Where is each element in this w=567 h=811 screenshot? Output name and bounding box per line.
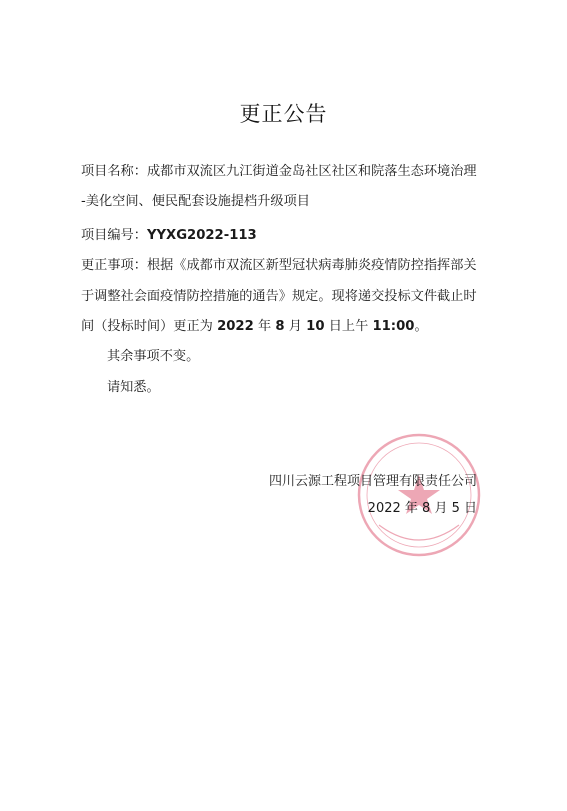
document-title: 更正公告: [239, 102, 328, 126]
correction-end: 。: [414, 319, 428, 334]
date-year: 2022: [367, 501, 401, 516]
correction-line-1: [81, 257, 493, 275]
document-date: [368, 500, 477, 518]
other-items-line: 其余事项不变。: [107, 349, 200, 364]
notice-line: 请知悉。: [107, 380, 160, 395]
project-name-text-1: 成都市双流区九江街道金岛社区社区和院落生态环境治理: [146, 164, 477, 179]
correction-line-2: 于调整社会面疫情防控措施的通告》规定。现将递交投标文件截止时: [81, 289, 477, 304]
project-number-label: 项目编号：: [81, 228, 147, 243]
correction-year-unit: 年: [253, 319, 276, 334]
correction-day: 10: [306, 319, 325, 334]
correction-day-unit: 日上午: [324, 319, 373, 334]
date-month: 8: [422, 501, 431, 516]
correction-label: 更正事项：: [81, 258, 147, 273]
project-name-label: 项目名称：: [81, 164, 147, 179]
date-year-unit: 年: [400, 501, 423, 516]
company-name: 四川云源工程项目管理有限责任公司: [268, 474, 477, 489]
correction-time: 11:00: [372, 319, 415, 334]
correction-line-3: [81, 318, 493, 336]
correction-text-1: 根据《成都市双流区新型冠状病毒肺炎疫情防控指挥部关: [146, 258, 477, 273]
project-name-line-2: -美化空间、便民配套设施提档升级项目: [81, 194, 310, 209]
correction-month: 8: [275, 319, 285, 334]
correction-month-unit: 月: [284, 319, 307, 334]
date-month-unit: 月: [430, 501, 452, 516]
date-day: 5: [451, 501, 460, 516]
project-name-line-1: [81, 163, 493, 181]
correction-text-3: 间（投标时间）更正为: [81, 319, 218, 334]
company-seal: [354, 430, 484, 560]
project-number-value: YYXG2022-113: [146, 228, 257, 243]
correction-year: 2022: [217, 319, 254, 334]
date-day-unit: 日: [459, 501, 477, 516]
project-number-line: [81, 227, 493, 245]
